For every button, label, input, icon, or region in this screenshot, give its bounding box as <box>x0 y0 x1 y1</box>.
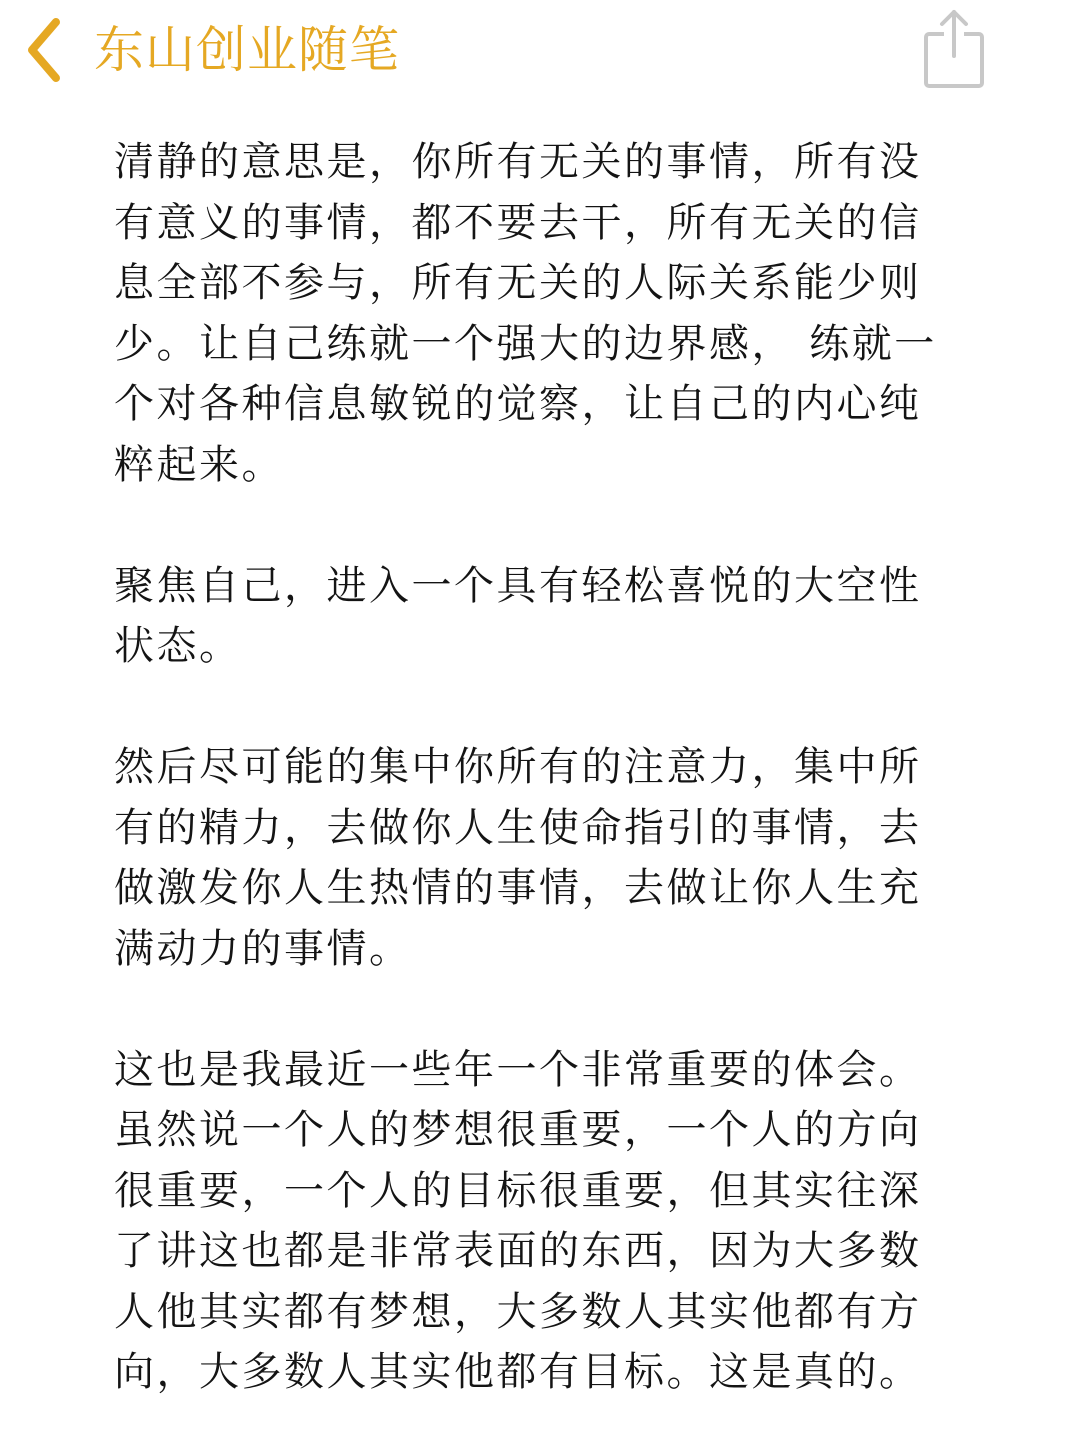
note-paragraph-4 <box>114 1040 994 1403</box>
navigation-bar <box>0 0 1080 100</box>
note-line: 虽然说一个人的梦想很重要，一个人的方向 <box>114 1107 922 1153</box>
note-line: 聚焦自己，进入一个具有轻松喜悦的大空性 <box>114 562 922 609</box>
note-line: 人他其实都有梦想，大多数人其实他都有方 <box>114 1288 922 1335</box>
chevron-left-icon <box>22 14 70 86</box>
paragraph-gap <box>114 495 994 556</box>
note-paragraph-2 <box>114 556 994 677</box>
note-line: 息全部不参与，所有无关的人际关系能少则 <box>114 260 922 306</box>
note-line: 向，大多数人其实他都有目标。这是真的。 <box>114 1349 922 1395</box>
note-line: 很重要，一个人的目标很重要，但其实往深 <box>114 1167 922 1214</box>
back-button[interactable] <box>22 14 400 86</box>
note-content <box>114 132 994 1403</box>
share-icon <box>918 6 990 92</box>
note-paragraph-1 <box>114 132 994 495</box>
share-button[interactable] <box>918 6 990 92</box>
note-line: 个对各种信息敏锐的觉察，让自己的内心纯 <box>114 381 922 427</box>
paragraph-gap <box>114 979 994 1040</box>
note-line: 有意义的事情，都不要去干，所有无关的信 <box>114 199 922 246</box>
back-label: 东山创业随笔 <box>94 21 400 79</box>
note-line: 少。让自己练就一个强大的边界感， 练就一 <box>114 320 937 367</box>
note-line: 清静的意思是，你所有无关的事情，所有没 <box>114 139 922 185</box>
note-line: 然后尽可能的集中你所有的注意力，集中所 <box>114 744 922 790</box>
paragraph-gap <box>114 677 994 738</box>
note-line: 满动力的事情。 <box>114 925 412 972</box>
note-line: 有的精力，去做你人生使命指引的事情，去 <box>114 804 922 851</box>
note-line: 状态。 <box>114 623 242 669</box>
note-line: 粹起来。 <box>114 441 284 488</box>
note-line: 做激发你人生热情的事情，去做让你人生充 <box>114 865 922 911</box>
note-paragraph-3 <box>114 737 994 979</box>
note-line: 了讲这也都是非常表面的东西，因为大多数 <box>114 1228 922 1274</box>
note-line: 这也是我最近一些年一个非常重要的体会。 <box>114 1046 922 1093</box>
